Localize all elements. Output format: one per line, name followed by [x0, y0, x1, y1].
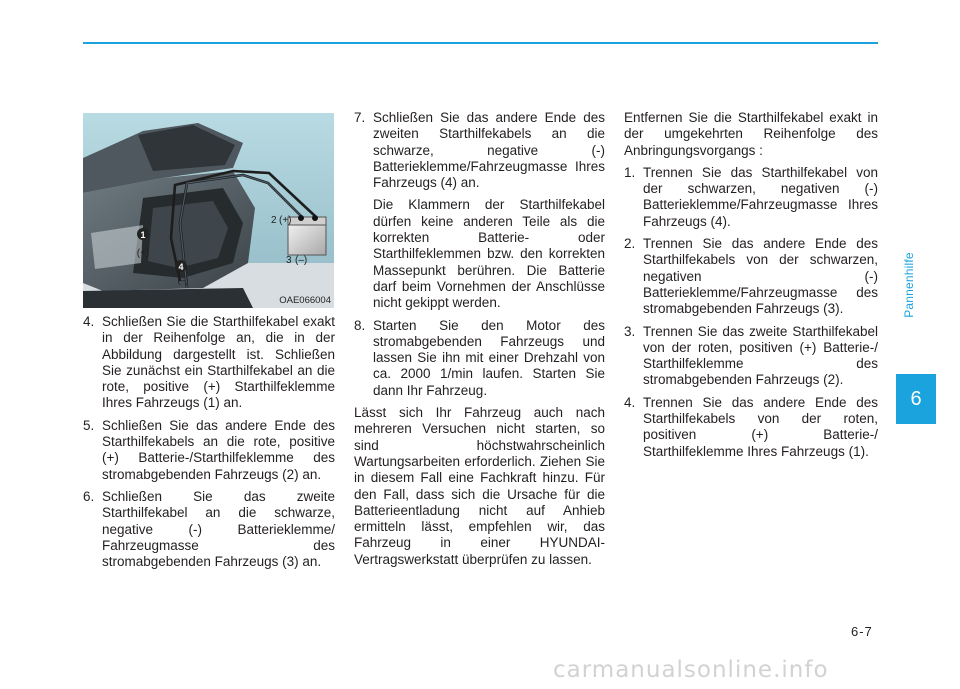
step-number: 1. [624, 164, 636, 180]
caution-note: Die Klammern der Starthilfekabel dürfen keine anderen Teile als die korrekten Batterie- oder Starthilfeklemmen bzw. den korrekten Massepunkt berühren. Die Batterie darf beim Vornehmen der Anschlüsse nicht gekippt werden. [373, 197, 605, 311]
step-number: 7. [354, 110, 366, 125]
step-text: Trennen Sie das Starthilfekabel von der schwarzen, negativen (-) Batterieklemme/Fahrzeugmasse Ihres Fahrzeugs (4). [643, 164, 878, 229]
step-text: Schließen Sie das andere Ende des zweiten Starthilfekabels an die schwarze, negative (-) Batterieklemme/Fahrzeugmasse Ihres Fahrzeugs (4) an. [373, 110, 605, 191]
callout-4-number: 4 [178, 262, 184, 272]
service-paragraph: Lässt sich Ihr Fahrzeug auch nach mehreren Versuchen nicht starten, so sind höchstwahrscheinlich Wartungsarbeiten erforderlich. Ziehen Sie in diesem Fall eine Fachkraft hinzu. Für den Fall, dass sich die Ursache für die Batterieentladung nicht auf Anhieb ermitteln lässt, empfehlen wir, das Fahrzeug in einer HYUNDAI-Vertragswerkstatt überprüfen zu lassen. [354, 405, 605, 567]
figure-code: OAE066004 [279, 295, 331, 306]
step-text: Schließen Sie die Starthilfekabel exakt in der Reihenfolge an, die in der Abbildung dargestellt ist. Schließen Sie zunächst ein Starthilfekabel an die rote, positive (+) Starthilfeklemme Ihres Fahrzeugs (1) an. [102, 314, 335, 411]
step-number: 4. [624, 394, 636, 410]
step-text: Trennen Sie das zweite Starthilfekabel von der roten, positiven (+) Batterie-/ Starthilfeklemme des stromabgebenden Fahrzeugs (2). [643, 323, 878, 388]
callout-1-sign: (+) [136, 248, 150, 259]
removal-step-1 [624, 165, 878, 230]
step-4 [83, 314, 335, 412]
callout-2-number: 2 [271, 215, 277, 226]
callout-4-sign: (–) [177, 275, 189, 285]
footer-watermark: carmanualsonline.info [553, 657, 829, 683]
callout-3-number: 3 [286, 255, 292, 266]
step-5 [83, 418, 335, 483]
column-2 [354, 110, 605, 568]
step-number: 4. [83, 314, 95, 329]
chapter-tab: 6 [896, 374, 936, 424]
step-text: Trennen Sie das andere Ende des Starthilfekabels von der schwarzen, negativen (-) Batterieklemme/Fahrzeugmasse des stromabgebenden Fahrzeugs (3). [643, 236, 878, 317]
callout-1-number: 1 [140, 230, 146, 240]
step-text: Schließen Sie das andere Ende des Starthilfekabels an die rote, positive (+) Batterie-/Starthilfeklemme des stromabgebenden Fahrzeugs (2) an. [102, 417, 335, 482]
step-number: 8. [354, 317, 366, 333]
step-8 [354, 318, 605, 399]
removal-intro: Entfernen Sie die Starthilfekabel exakt in der umgekehrten Reihenfolge des Anbringungsvorgangs : [624, 110, 878, 158]
step-number: 6. [83, 488, 95, 504]
removal-step-3 [624, 324, 878, 389]
step-text: Starten Sie den Motor des stromabgebenden Fahrzeugs und lassen Sie ihn mit einer Drehzahl von ca. 2000 1/min laufen. Starten Sie dann Ihr Fahrzeug. [373, 317, 605, 398]
jump-start-illustration [83, 113, 334, 308]
callout-2-sign: (+) [279, 215, 292, 226]
callout-3 [286, 255, 307, 266]
step-7 [354, 110, 605, 191]
column-1 [83, 314, 335, 570]
step-number: 2. [624, 236, 636, 252]
car-trunk-drawing [83, 113, 334, 308]
column-3 [624, 110, 878, 460]
callout-2 [271, 215, 292, 226]
header-rule [83, 42, 878, 44]
section-side-label [894, 210, 924, 360]
step-text: Trennen Sie das andere Ende des Starthilfekabels von der roten, positiven (+) Batterie-/ Starthilfeklemme Ihres Fahrzeugs (1). [643, 394, 878, 459]
step-number: 5. [83, 417, 95, 433]
removal-step-2 [624, 236, 878, 317]
step-6 [83, 489, 335, 570]
page-number: 6-7 [851, 624, 873, 639]
step-text: Schließen Sie das zweite Starthilfekabel an die schwarze, negative (-) Batterieklemme/ Fahrzeugmasse des stromabgebenden Fahrzeugs (3) an. [102, 488, 335, 570]
section-title: Pannenhilfe [902, 252, 916, 318]
step-number: 3. [624, 323, 636, 339]
removal-step-4 [624, 395, 878, 460]
callout-3-sign: (–) [295, 255, 308, 266]
